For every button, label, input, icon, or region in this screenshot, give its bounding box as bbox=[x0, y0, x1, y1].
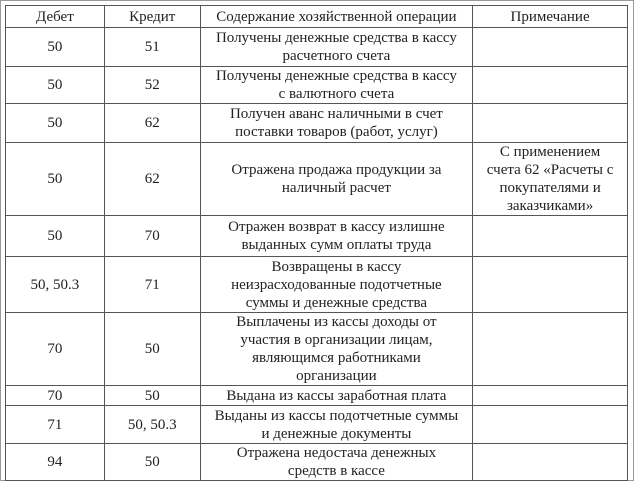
description-cell: Отражена продажа продукции за наличный расчет bbox=[200, 143, 473, 216]
description-cell: Выплачены из кассы доходы от участия в организации лицам, являющимся работниками организации bbox=[200, 313, 473, 386]
credit-cell: 70 bbox=[104, 216, 200, 257]
header-credit: Кредит bbox=[104, 6, 200, 28]
credit-cell: 62 bbox=[104, 143, 200, 216]
credit-cell: 51 bbox=[104, 28, 200, 67]
note-cell bbox=[473, 386, 628, 406]
table-row bbox=[6, 406, 628, 444]
description-cell: Выдана из кассы заработная плата bbox=[200, 386, 473, 406]
description-cell: Выданы из кассы подотчетные суммы и денежные документы bbox=[200, 406, 473, 444]
accounting-entries-table bbox=[5, 5, 628, 481]
debit-cell: 50, 50.3 bbox=[6, 257, 105, 313]
credit-cell: 52 bbox=[104, 67, 200, 104]
note-cell bbox=[473, 257, 628, 313]
debit-cell: 94 bbox=[6, 444, 105, 481]
table-row bbox=[6, 104, 628, 143]
table-row bbox=[6, 313, 628, 386]
note-cell: С применением счета 62 «Расчеты с покупателями и заказчиками» bbox=[473, 143, 628, 216]
debit-cell: 50 bbox=[6, 104, 105, 143]
note-cell bbox=[473, 104, 628, 143]
debit-cell: 70 bbox=[6, 386, 105, 406]
debit-cell: 50 bbox=[6, 216, 105, 257]
description-cell: Получены денежные средства в кассу расчетного счета bbox=[200, 28, 473, 67]
header-note: Примечание bbox=[473, 6, 628, 28]
credit-cell: 62 bbox=[104, 104, 200, 143]
debit-cell: 70 bbox=[6, 313, 105, 386]
note-cell bbox=[473, 216, 628, 257]
table-row bbox=[6, 28, 628, 67]
credit-cell: 50 bbox=[104, 444, 200, 481]
description-cell: Получены денежные средства в кассу с валютного счета bbox=[200, 67, 473, 104]
debit-cell: 50 bbox=[6, 67, 105, 104]
note-cell bbox=[473, 28, 628, 67]
table-header-row bbox=[6, 6, 628, 28]
note-cell bbox=[473, 67, 628, 104]
description-cell: Отражен возврат в кассу излишне выданных сумм оплаты труда bbox=[200, 216, 473, 257]
header-debit: Дебет bbox=[6, 6, 105, 28]
description-cell: Возвращены в кассу неизрасходованные подотчетные суммы и денежные средства bbox=[200, 257, 473, 313]
credit-cell: 71 bbox=[104, 257, 200, 313]
credit-cell: 50 bbox=[104, 386, 200, 406]
table-row bbox=[6, 444, 628, 481]
description-cell: Отражена недостача денежных средств в кассе bbox=[200, 444, 473, 481]
table-row bbox=[6, 386, 628, 406]
table-row bbox=[6, 257, 628, 313]
note-cell bbox=[473, 444, 628, 481]
credit-cell: 50 bbox=[104, 313, 200, 386]
header-description: Содержание хозяйственной операции bbox=[200, 6, 473, 28]
debit-cell: 50 bbox=[6, 28, 105, 67]
credit-cell: 50, 50.3 bbox=[104, 406, 200, 444]
note-cell bbox=[473, 406, 628, 444]
note-cell bbox=[473, 313, 628, 386]
table-row bbox=[6, 143, 628, 216]
description-cell: Получен аванс наличными в счет поставки товаров (работ, услуг) bbox=[200, 104, 473, 143]
table-row bbox=[6, 216, 628, 257]
debit-cell: 50 bbox=[6, 143, 105, 216]
table-row bbox=[6, 67, 628, 104]
debit-cell: 71 bbox=[6, 406, 105, 444]
